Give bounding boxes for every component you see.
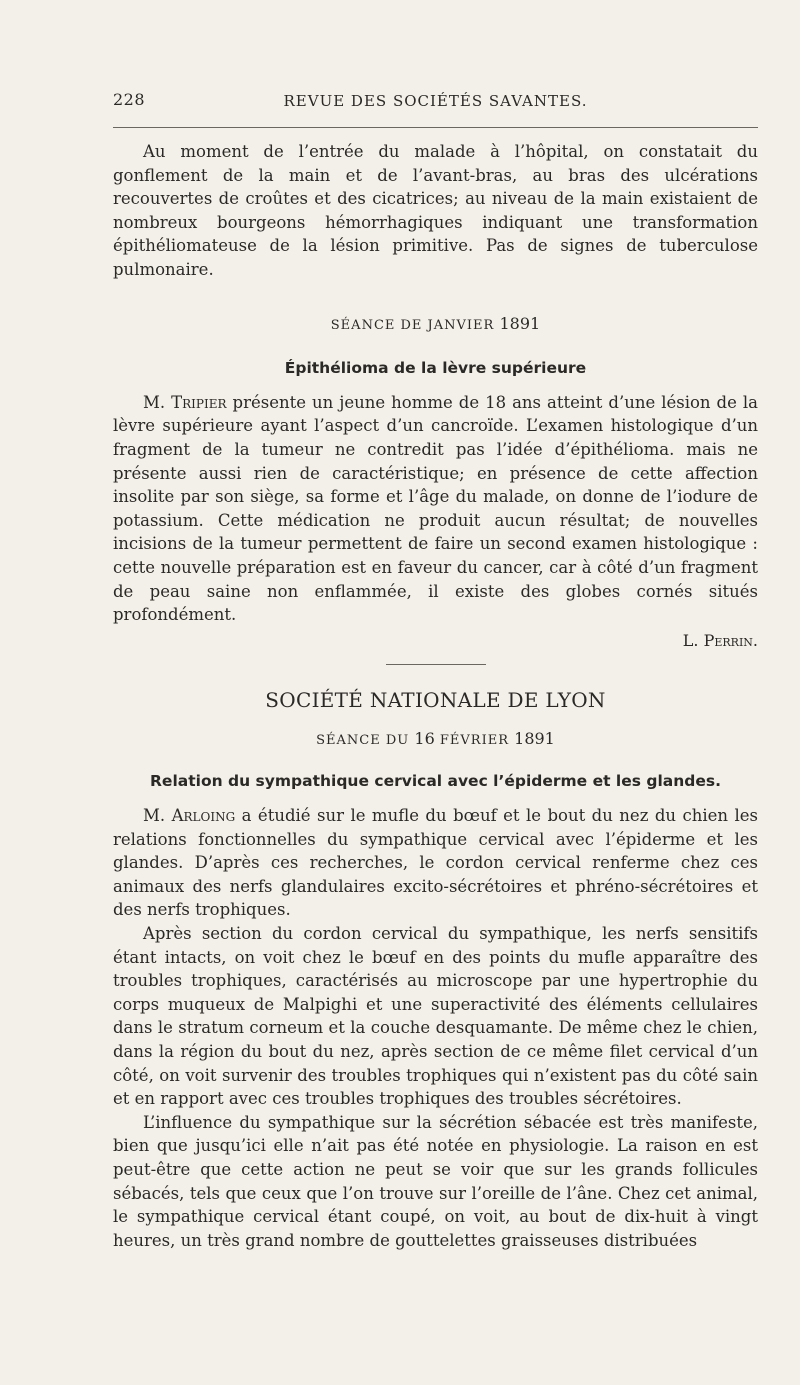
seance-heading-1: [113, 312, 758, 338]
article-paragraph-2: [113, 804, 758, 922]
article-title-1: Épithélioma de la lèvre supérieure: [284, 359, 587, 378]
society-heading: SOCIÉTÉ NATIONALE DE LYON: [265, 688, 606, 713]
seance-heading-2: [113, 727, 758, 753]
signature-name: L. Perrin.: [682, 630, 758, 650]
seance-prefix-2: SÉANCE DU: [316, 732, 410, 748]
article-text-2a: a étudié sur le mufle du bœuf et le bout du nez du chien les relations fonctionnelles du sympathique cervical avec l’épiderme et les glandes. D’après ces recherches, le cordon cervical renferme chez ces animaux des nerfs glandulaires excito-sécrétoires et phréno-sécrétoires et des nerfs trophiques.: [113, 806, 758, 920]
intro-paragraph: Au moment de l’entrée du malade à l’hôpital, on constatait du gonflement de la main et de l’avant-bras, au bras des ulcérations recouvertes de croûtes et des cicatrices; au niveau de la main existaient de nombreux bourgeons hémorrhagiques indiquant une transformation épithéliomateuse de la lésion primitive. Pas de signes de tuberculose pulmonaire.: [113, 142, 758, 279]
article-text-1: présente un jeune homme de 18 ans atteint d’une lésion de la lèvre supérieure ayant l’aspect d’un cancroïde. L’examen histologique d’un fragment de la tumeur ne contredit pas l’idée d’épithélioma. mais ne présente aussi rien de caractéristique; en présence de cette affection insolite par son siège, sa forme et l’âge du malade, on donne de l’iodure de potassium. Cette médication ne produit aucun résultat; de nouvelles incisions de la tumeur permettent de faire un second examen histologique : cette nouvelle préparation est en faveur du cancer, car à côté d’un fragment de peau saine non enflammée, il existe des globes cornés situés profondément.: [113, 392, 758, 625]
seance-prefix-1: SÉANCE DE JANVIER: [330, 317, 495, 333]
article-paragraph-4: L’influence du sympathique sur la sécrétion sébacée est très manifeste, bien que jusqu’ici elle n’ait pas été notée en physiologie. La raison en est peut-être que cette action ne peut se voir que sur les grands follicules sébacés, tels que ceux que l’on trouve sur l’oreille de l’âne. Chez cet animal, le sympathique cervical étant coupé, on voit, au bout de dix-huit à vingt heures, un très grand nombre de gouttelettes graisseuses distribuées: [113, 1112, 758, 1250]
seance-year-2: 1891: [514, 728, 555, 748]
speaker-prefix-2: M.: [143, 806, 166, 826]
running-header: [113, 90, 758, 114]
seance-month-2: FÉVRIER: [439, 732, 509, 748]
header-rule: [113, 127, 758, 128]
speaker-name-1: Tripier: [171, 392, 227, 412]
running-title: REVUE DES SOCIÉTÉS SAVANTES.: [283, 92, 588, 110]
article-paragraph-3: Après section du cordon cervical du sympathique, les nerfs sensitifs étant intacts, on voit chez le bœuf en des points du mufle apparaître des troubles trophiques, caractérisés au microscope par une hypertrophie du corps muqueux de Malpighi et une superactivité des éléments cellulaires dans le stratum corneum et la couche desquamante. De même chez le chien, dans la région du bout du nez, après section de ce même filet cervical d’un côté, on voit survenir des troubles trophiques qui n’existent pas du côté sain et en rapport avec ces troubles trophiques des troubles sécrétoires.: [113, 924, 758, 1109]
page-number: 228: [113, 90, 146, 109]
signature: [113, 629, 758, 653]
section-divider: [386, 664, 486, 665]
speaker-name-2: Arloing: [171, 806, 236, 826]
article-paragraph-1: [113, 391, 758, 627]
seance-year-1: 1891: [499, 313, 541, 333]
speaker-prefix-1: M.: [143, 392, 166, 412]
page-body: [113, 140, 758, 1252]
article-title-2: Relation du sympathique cervical avec l’épiderme et les glandes.: [150, 772, 721, 791]
seance-day-2: 16: [414, 728, 435, 748]
